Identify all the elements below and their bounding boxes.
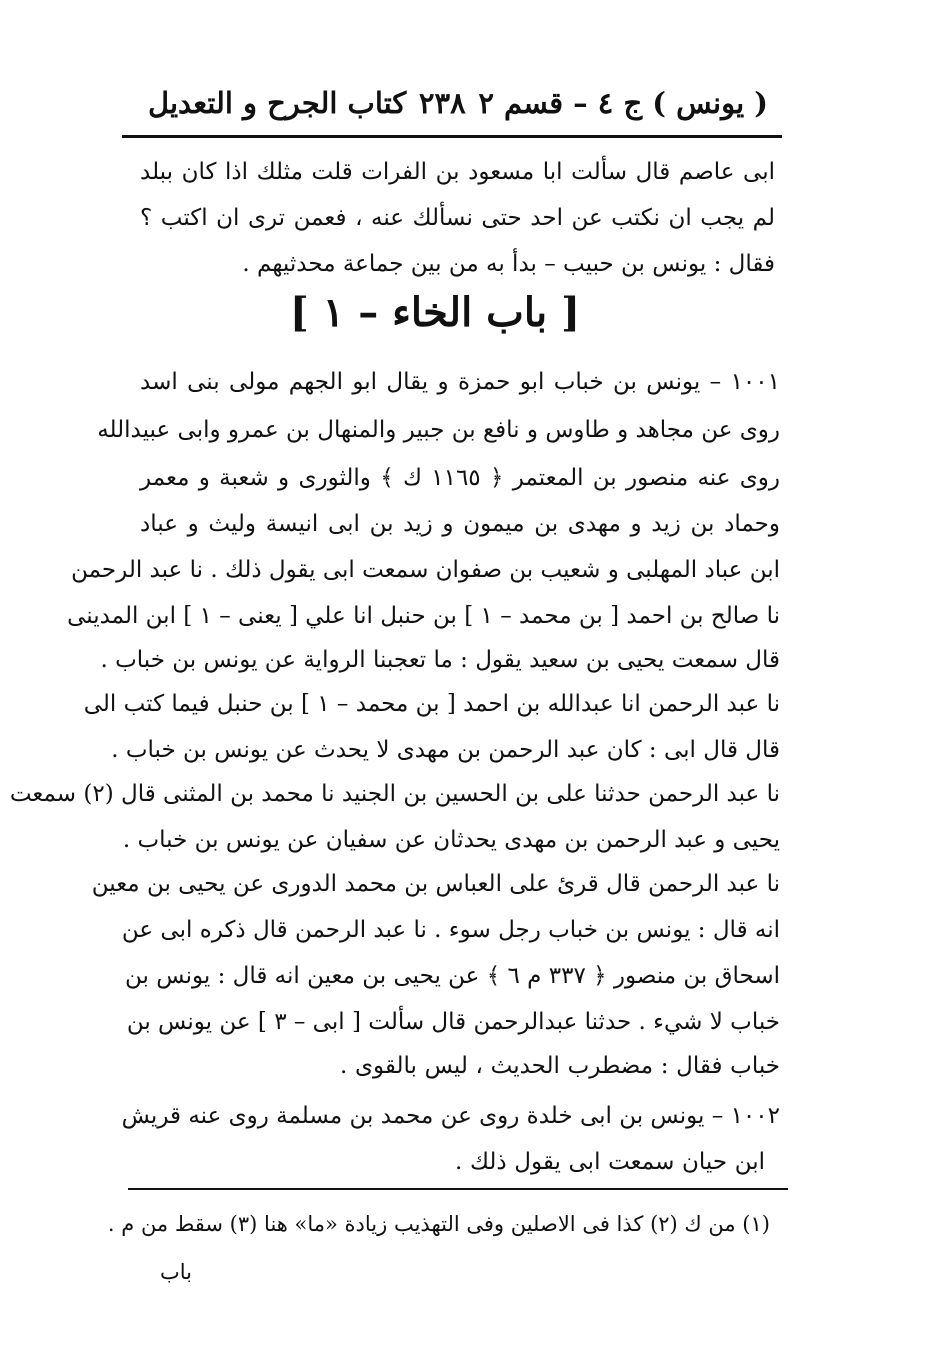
entry-1001-line: خباب لا شيء . حدثنا عبدالرحمن قال سألت [ ابى – ٣ ] عن يونس بن — [126, 1009, 780, 1035]
catchword: باب — [159, 1260, 192, 1284]
entry-1001-line: قال سمعت يحيى بن سعيد يقول : ما تعجبنا الرواية عن يونس بن خباب . — [100, 647, 780, 673]
intro-line: فقال : يونس بن حبيب – بدأ به من بين جماعة محدثيهم . — [242, 251, 775, 277]
entry-1001-line: اسحاق بن منصور ﴿ ٣٣٧ م ٦ ﴾ عن يحيى بن معين انه قال : يونس بن — [125, 963, 780, 989]
volume-info: ( يونس ) ج ٤ – قسم ٢ — [478, 86, 768, 120]
entry-1001-line: روى عنه منصور بن المعتمر ﴿ ١١٦٥ ك ﴾ والثورى و شعبة و معمر — [140, 465, 780, 491]
header-rule — [122, 135, 782, 138]
book-title: كتاب الجرح و التعديل — [148, 86, 407, 120]
intro-line: ابى عاصم قال سألت ابا مسعود بن الفرات قلت مثلك اذا كان ببلد — [140, 159, 775, 185]
page-header — [148, 78, 768, 128]
entry-1001-line: نا عبد الرحمن حدثنا على بن الحسين بن الجنيد نا محمد بن المثنى قال (٢) سمعت — [9, 781, 780, 807]
entry-1001-line: انه قال : يونس بن خباب رجل سوء . نا عبد الرحمن قال ذكره ابى عن — [121, 917, 780, 943]
section-title: [ باب الخاء – ١ ] — [289, 289, 580, 336]
entry-1001-line: نا صالح بن احمد [ بن محمد – ١ ] بن حنبل انا علي [ يعنى – ١ ] ابن المدينى — [67, 603, 780, 629]
entry-1001-line: ١٠٠١ – يونس بن خباب ابو حمزة و يقال ابو الجهم مولى بنى اسد — [140, 369, 780, 395]
entry-1001-line: ابن عباد المهلبى و شعيب بن صفوان سمعت ابى يقول ذلك . نا عبد الرحمن — [71, 557, 780, 583]
entry-1002-line: ١٠٠٢ – يونس بن ابى خلدة روى عن محمد بن مسلمة روى عنه قريش — [121, 1103, 780, 1129]
entry-1001-line: يحيى و عبد الرحمن بن مهدى يحدثان عن سفيان عن يونس بن خباب . — [122, 827, 780, 853]
intro-line: لم يجب ان نكتب عن احد حتى نسألك عنه ، فعمن ترى ان اكتب ؟ — [140, 205, 775, 231]
entry-1001-line: روى عن مجاهد و طاوس و نافع بن جبير والمنهال بن عمرو وابى عبيدالله — [97, 417, 780, 443]
entry-1002-line: ابن حيان سمعت ابى يقول ذلك . — [455, 1149, 765, 1175]
page-number: ٢٣٨ — [418, 86, 466, 120]
footnote-rule — [128, 1188, 788, 1190]
entry-1001-line: نا عبد الرحمن قال قرئ على العباس بن محمد الدورى عن يحيى بن معين — [91, 871, 780, 897]
entry-1001-line: نا عبد الرحمن انا عبدالله بن احمد [ بن محمد – ١ ] بن حنبل فيما كتب الى — [83, 691, 780, 717]
entry-1001-line: خباب فقال : مضطرب الحديث ، ليس بالقوى . — [340, 1053, 780, 1079]
entry-1001-line: قال قال ابى : كان عبد الرحمن بن مهدى لا يحدث عن يونس بن خباب . — [111, 737, 780, 763]
entry-1001-line: وحماد بن زيد و مهدى بن ميمون و زيد بن ابى انيسة وليث و عباد — [140, 511, 780, 537]
footnote-text: (١) من ك (٢) كذا فى الاصلين وفى التهذيب زيادة «ما» هنا (٣) سقط من م . — [107, 1212, 770, 1236]
